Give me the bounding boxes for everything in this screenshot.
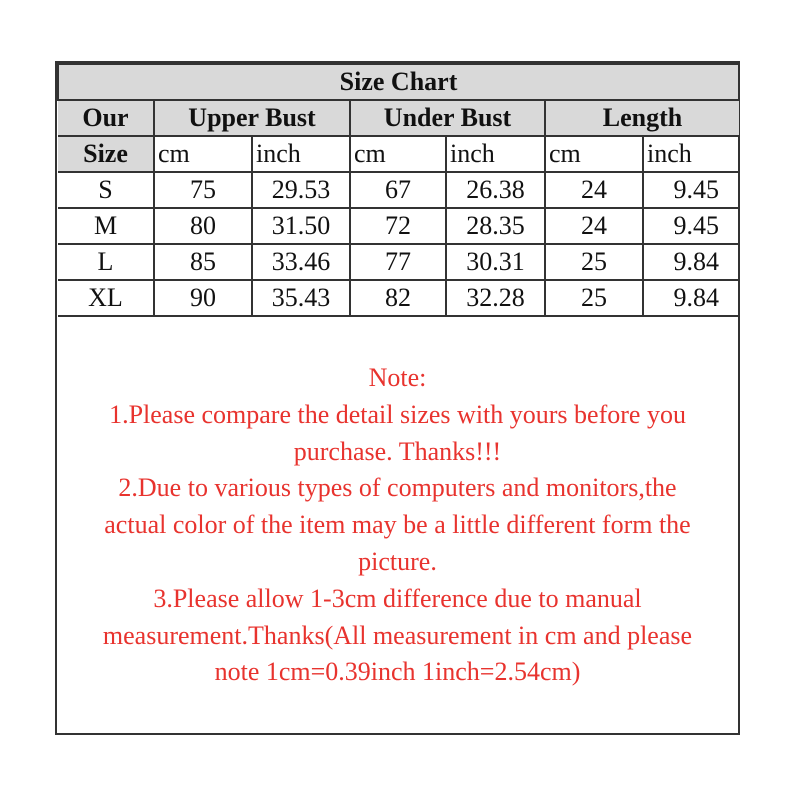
length-header: Length (545, 100, 739, 136)
unit-cm: cm (154, 136, 252, 172)
value-cell: 26.38 (446, 172, 545, 208)
our-size-label-bottom: Size (58, 136, 154, 172)
upper-bust-header: Upper Bust (154, 100, 350, 136)
value-cell: 72 (350, 208, 446, 244)
group-header-row (58, 100, 739, 136)
note-line: 1.Please compare the detail sizes with yours before you (109, 399, 686, 429)
size-cell: XL (58, 280, 154, 316)
table-row (58, 208, 739, 244)
note-line: picture. (358, 546, 437, 576)
value-cell: 29.53 (252, 172, 350, 208)
note-line: note 1cm=0.39inch 1inch=2.54cm) (214, 657, 581, 687)
value-cell: 85 (154, 244, 252, 280)
value-cell: 82 (350, 280, 446, 316)
note-line: measurement.Thanks(All measurement in cm and please (102, 620, 693, 650)
table-row (58, 172, 739, 208)
note-heading: Note: (368, 363, 427, 392)
value-cell: 25 (545, 244, 643, 280)
size-cell: M (58, 208, 154, 244)
value-cell: 75 (154, 172, 252, 208)
value-cell: 90 (154, 280, 252, 316)
size-chart-table (57, 63, 740, 317)
unit-inch: inch (446, 136, 545, 172)
value-cell: 9.45 (643, 172, 739, 208)
note-line: purchase. Thanks!!! (293, 436, 502, 466)
size-cell: S (58, 172, 154, 208)
value-cell: 31.50 (252, 208, 350, 244)
note-line: 3.Please allow 1-3cm difference due to manual (153, 583, 642, 613)
value-cell: 30.31 (446, 244, 545, 280)
chart-title: Size Chart (58, 64, 739, 100)
value-cell: 9.45 (643, 208, 739, 244)
unit-inch: inch (252, 136, 350, 172)
unit-inch: inch (643, 136, 739, 172)
table-row (58, 280, 739, 316)
unit-cm: cm (350, 136, 446, 172)
value-cell: 35.43 (252, 280, 350, 316)
value-cell: 28.35 (446, 208, 545, 244)
size-chart-frame (55, 61, 740, 735)
under-bust-header: Under Bust (350, 100, 545, 136)
note-line: actual color of the item may be a little different form the (104, 510, 691, 540)
unit-header-row (58, 136, 739, 172)
title-row (58, 64, 739, 100)
unit-cm: cm (545, 136, 643, 172)
value-cell: 9.84 (643, 280, 739, 316)
value-cell: 25 (545, 280, 643, 316)
notes-section (57, 360, 738, 691)
size-cell: L (58, 244, 154, 280)
note-line: 2.Due to various types of computers and monitors,the (118, 473, 677, 503)
value-cell: 32.28 (446, 280, 545, 316)
table-row (58, 244, 739, 280)
value-cell: 24 (545, 172, 643, 208)
value-cell: 33.46 (252, 244, 350, 280)
value-cell: 77 (350, 244, 446, 280)
value-cell: 67 (350, 172, 446, 208)
value-cell: 80 (154, 208, 252, 244)
value-cell: 24 (545, 208, 643, 244)
our-size-label-top: Our (58, 100, 154, 136)
value-cell: 9.84 (643, 244, 739, 280)
